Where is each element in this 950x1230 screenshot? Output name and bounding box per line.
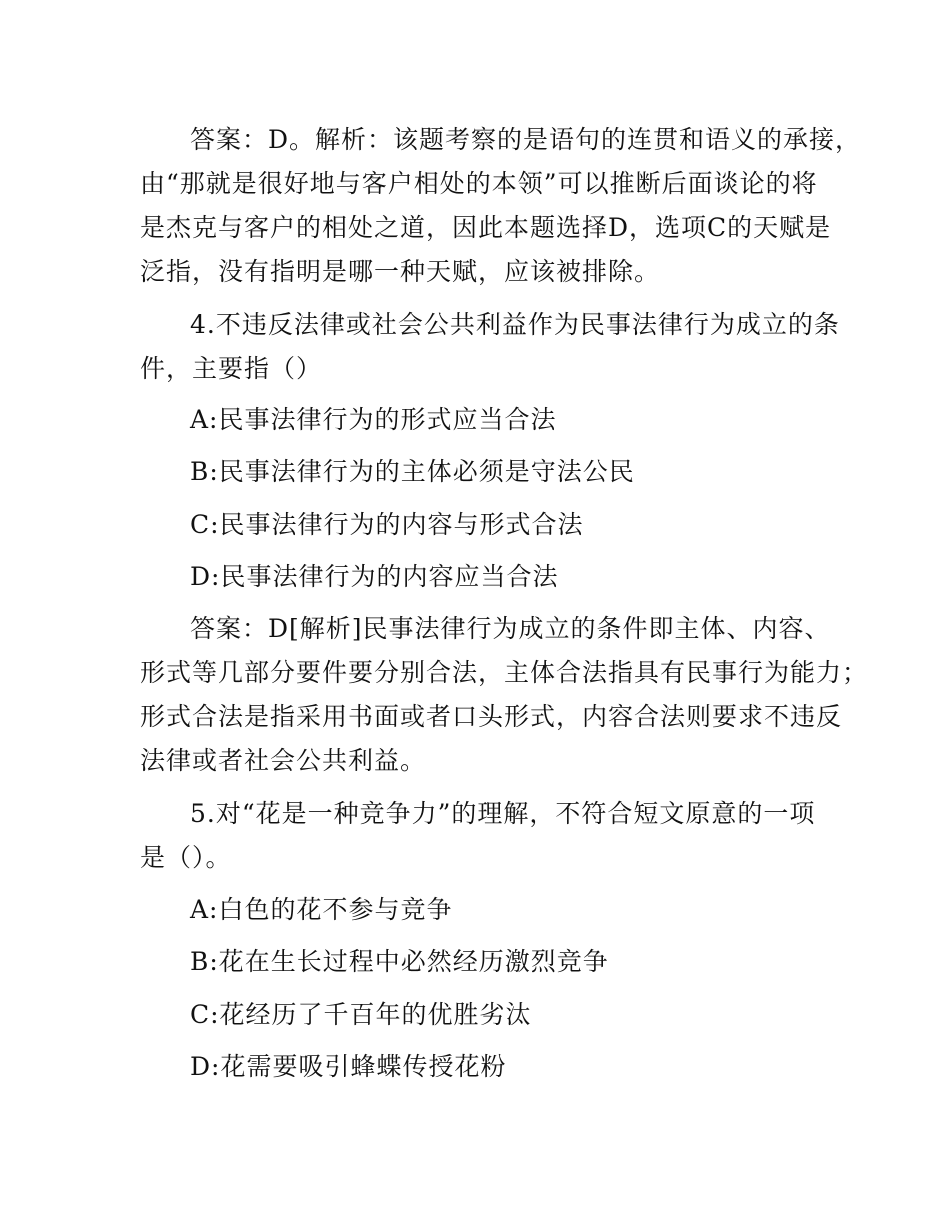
question-5-option-b: B:花在生长过程中必然经历激烈竞争: [190, 947, 609, 976]
question-5-option-d: D:花需要吸引蜂蝶传授花粉: [190, 1052, 507, 1081]
question-4-option-b: B:民事法律行为的主体必须是守法公民: [190, 457, 635, 486]
question-4-answer-line: 形式等几部分要件要分别合法，主体合法指具有民事行为能力；: [140, 658, 869, 687]
question-5-option-c: C:花经历了千百年的优胜劣汰: [190, 1000, 532, 1029]
question-4-answer: [140, 607, 869, 783]
question-4-option-a: A:民事法律行为的形式应当合法: [190, 405, 557, 434]
question-4-stem: [140, 303, 840, 391]
question-4-answer-line: 答案：D[解析]民事法律行为成立的条件即主体、内容、: [190, 614, 831, 643]
answer-3-line: 答案：D。解析：该题考察的是语句的连贯和语义的承接，: [190, 125, 862, 154]
question-5-stem: [140, 792, 830, 880]
question-4-answer-line: 法律或者社会公共利益。: [140, 746, 427, 775]
answer-3-line: 是杰克与客户的相处之道，因此本题选择D，选项C的天赋是: [140, 213, 832, 242]
question-5-option-a: A:白色的花不参与竞争: [190, 895, 453, 924]
answer-3-line: 由“那就是很好地与客户相处的本领”可以推断后面谈论的将: [140, 169, 818, 198]
question-4-option-d: D:民事法律行为的内容应当合法: [190, 562, 559, 591]
question-5-stem-line: 5.对“花是一种竞争力”的理解，不符合短文原意的一项: [190, 799, 816, 828]
answer-3-paragraph: [140, 118, 862, 294]
question-4-stem-line: 4.不违反法律或社会公共利益作为民事法律行为成立的条: [190, 310, 840, 339]
question-4-option-c: C:民事法律行为的内容与形式合法: [190, 510, 584, 539]
question-4-answer-line: 形式合法是指采用书面或者口头形式，内容合法则要求不违反: [140, 702, 843, 731]
question-4-stem-line: 件，主要指（）: [140, 354, 323, 383]
answer-3-line: 泛指，没有指明是哪一种天赋，应该被排除。: [140, 257, 661, 286]
question-5-stem-line: 是（）。: [140, 843, 232, 872]
